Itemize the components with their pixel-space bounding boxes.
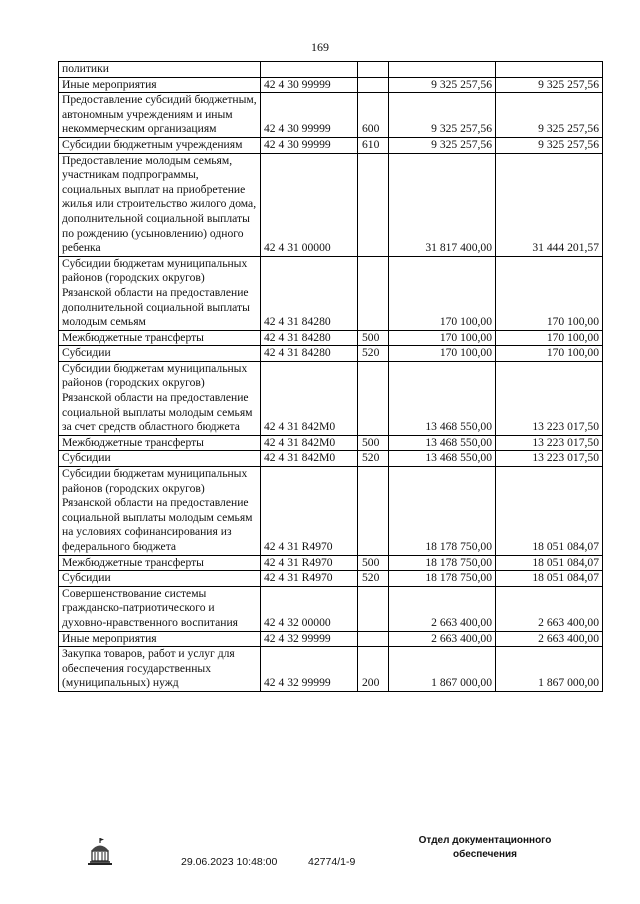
row-name-cell: Субсидии бюджетам муниципальных районов (городских округов) Рязанской области на предоставление социальной выплаты молодым семьям на условиях софинансирования из федерального бюджета bbox=[59, 467, 261, 556]
row-expense-type-cell bbox=[358, 586, 389, 631]
row-amount-executed-cell: 18 051 084,07 bbox=[496, 467, 603, 556]
row-name-cell: Субсидии бюджетам муниципальных районов (городских округов) Рязанской области на предоставление социальной выплаты молодым семьям за счет средств областного бюджета bbox=[59, 361, 261, 435]
row-expense-type-cell bbox=[358, 467, 389, 556]
row-expense-type-cell bbox=[358, 631, 389, 647]
row-name-cell: Субсидии бюджетам муниципальных районов (городских округов) Рязанской области на предоставление дополнительной социальной выплаты молодым семьям bbox=[59, 256, 261, 330]
row-amount-executed-cell: 9 325 257,56 bbox=[496, 93, 603, 138]
footer-datetime: 29.06.2023 10:48:00 bbox=[181, 856, 278, 868]
row-code-cell: 42 4 31 842M0 bbox=[261, 361, 358, 435]
row-code-cell: 42 4 30 99999 bbox=[261, 137, 358, 153]
department-stamp-text bbox=[390, 834, 580, 862]
row-amount-planned-cell: 9 325 257,56 bbox=[389, 137, 496, 153]
row-amount-executed-cell: 13 223 017,50 bbox=[496, 361, 603, 435]
row-code-cell: 42 4 31 R4970 bbox=[261, 571, 358, 587]
row-amount-planned-cell: 2 663 400,00 bbox=[389, 586, 496, 631]
row-expense-type-cell bbox=[358, 361, 389, 435]
row-expense-type-cell bbox=[358, 153, 389, 256]
table-row bbox=[59, 467, 603, 556]
row-amount-planned-cell: 13 468 550,00 bbox=[389, 435, 496, 451]
row-amount-planned-cell: 18 178 750,00 bbox=[389, 467, 496, 556]
row-code-cell: 42 4 31 R4970 bbox=[261, 467, 358, 556]
table-row bbox=[59, 555, 603, 571]
row-name-cell: Субсидии бюджетным учреждениям bbox=[59, 137, 261, 153]
row-amount-planned-cell: 170 100,00 bbox=[389, 256, 496, 330]
row-code-cell: 42 4 31 84280 bbox=[261, 330, 358, 346]
row-code-cell: 42 4 32 99999 bbox=[261, 631, 358, 647]
row-name-cell: Иные мероприятия bbox=[59, 631, 261, 647]
row-expense-type-cell: 500 bbox=[358, 330, 389, 346]
row-name-cell: Межбюджетные трансферты bbox=[59, 330, 261, 346]
table-row bbox=[59, 93, 603, 138]
row-name-cell: Предоставление молодым семьям, участникам подпрограммы, социальных выплат на приобретение жилья или строительство жилого дома, дополнительной социальной выплаты по рождению (усыновлению) одного ребенка bbox=[59, 153, 261, 256]
row-expense-type-cell bbox=[358, 256, 389, 330]
row-expense-type-cell: 600 bbox=[358, 93, 389, 138]
row-name-cell: Предоставление субсидий бюджетным, автономным учреждениям и иным некоммерческим организациям bbox=[59, 93, 261, 138]
row-name-cell: Совершенствование системы гражданско-патриотического и духовно-нравственного воспитания bbox=[59, 586, 261, 631]
row-amount-executed-cell: 13 223 017,50 bbox=[496, 435, 603, 451]
table-row bbox=[59, 571, 603, 587]
row-amount-executed-cell bbox=[496, 62, 603, 78]
department-line-1: Отдел документационного bbox=[418, 835, 552, 846]
row-code-cell: 42 4 30 99999 bbox=[261, 93, 358, 138]
row-expense-type-cell: 520 bbox=[358, 346, 389, 362]
row-amount-planned-cell: 13 468 550,00 bbox=[389, 361, 496, 435]
row-code-cell: 42 4 30 99999 bbox=[261, 77, 358, 93]
row-name-cell: Межбюджетные трансферты bbox=[59, 435, 261, 451]
row-amount-planned-cell: 2 663 400,00 bbox=[389, 631, 496, 647]
row-expense-type-cell: 200 bbox=[358, 647, 389, 692]
row-amount-planned-cell: 31 817 400,00 bbox=[389, 153, 496, 256]
row-amount-executed-cell: 170 100,00 bbox=[496, 346, 603, 362]
row-amount-planned-cell: 170 100,00 bbox=[389, 346, 496, 362]
row-amount-executed-cell: 2 663 400,00 bbox=[496, 586, 603, 631]
row-expense-type-cell: 500 bbox=[358, 435, 389, 451]
row-amount-executed-cell: 13 223 017,50 bbox=[496, 451, 603, 467]
row-expense-type-cell bbox=[358, 77, 389, 93]
table-row bbox=[59, 137, 603, 153]
row-expense-type-cell: 500 bbox=[358, 555, 389, 571]
row-amount-planned-cell bbox=[389, 62, 496, 78]
row-code-cell: 42 4 31 84280 bbox=[261, 256, 358, 330]
budget-table-body bbox=[59, 62, 603, 692]
row-name-cell: Субсидии bbox=[59, 451, 261, 467]
row-amount-executed-cell: 2 663 400,00 bbox=[496, 631, 603, 647]
row-expense-type-cell bbox=[358, 62, 389, 78]
budget-table bbox=[58, 61, 603, 692]
row-code-cell: 42 4 31 R4970 bbox=[261, 555, 358, 571]
row-code-cell: 42 4 31 842M0 bbox=[261, 435, 358, 451]
row-amount-planned-cell: 18 178 750,00 bbox=[389, 555, 496, 571]
table-row bbox=[59, 361, 603, 435]
row-code-cell: 42 4 32 99999 bbox=[261, 647, 358, 692]
table-row bbox=[59, 330, 603, 346]
row-name-cell: Межбюджетные трансферты bbox=[59, 555, 261, 571]
row-name-cell: Субсидии bbox=[59, 571, 261, 587]
row-code-cell: 42 4 31 842M0 bbox=[261, 451, 358, 467]
row-code-cell: 42 4 32 00000 bbox=[261, 586, 358, 631]
table-row bbox=[59, 77, 603, 93]
table-row bbox=[59, 647, 603, 692]
row-code-cell bbox=[261, 62, 358, 78]
row-name-cell: политики bbox=[59, 62, 261, 78]
row-amount-planned-cell: 13 468 550,00 bbox=[389, 451, 496, 467]
row-expense-type-cell: 520 bbox=[358, 451, 389, 467]
department-line-2: обеспечения bbox=[452, 849, 518, 860]
row-amount-planned-cell: 170 100,00 bbox=[389, 330, 496, 346]
building-emblem-icon bbox=[84, 836, 116, 866]
row-expense-type-cell: 610 bbox=[358, 137, 389, 153]
table-row bbox=[59, 631, 603, 647]
table-row bbox=[59, 256, 603, 330]
row-amount-planned-cell: 18 178 750,00 bbox=[389, 571, 496, 587]
row-code-cell: 42 4 31 84280 bbox=[261, 346, 358, 362]
row-amount-executed-cell: 31 444 201,57 bbox=[496, 153, 603, 256]
row-amount-executed-cell: 9 325 257,56 bbox=[496, 137, 603, 153]
footer-document-number: 42774/1-9 bbox=[308, 856, 356, 868]
row-code-cell: 42 4 31 00000 bbox=[261, 153, 358, 256]
table-row bbox=[59, 451, 603, 467]
table-row bbox=[59, 346, 603, 362]
row-name-cell: Субсидии bbox=[59, 346, 261, 362]
table-row bbox=[59, 153, 603, 256]
row-amount-executed-cell: 170 100,00 bbox=[496, 256, 603, 330]
row-amount-executed-cell: 1 867 000,00 bbox=[496, 647, 603, 692]
table-row bbox=[59, 435, 603, 451]
row-amount-planned-cell: 1 867 000,00 bbox=[389, 647, 496, 692]
row-amount-executed-cell: 9 325 257,56 bbox=[496, 77, 603, 93]
row-expense-type-cell: 520 bbox=[358, 571, 389, 587]
table-row bbox=[59, 62, 603, 78]
row-amount-planned-cell: 9 325 257,56 bbox=[389, 93, 496, 138]
row-name-cell: Иные мероприятия bbox=[59, 77, 261, 93]
row-amount-executed-cell: 18 051 084,07 bbox=[496, 571, 603, 587]
row-amount-planned-cell: 9 325 257,56 bbox=[389, 77, 496, 93]
row-amount-executed-cell: 18 051 084,07 bbox=[496, 555, 603, 571]
row-name-cell: Закупка товаров, работ и услуг для обеспечения государственных (муниципальных) нужд bbox=[59, 647, 261, 692]
table-row bbox=[59, 586, 603, 631]
row-amount-executed-cell: 170 100,00 bbox=[496, 330, 603, 346]
page-number: 169 bbox=[311, 40, 329, 54]
